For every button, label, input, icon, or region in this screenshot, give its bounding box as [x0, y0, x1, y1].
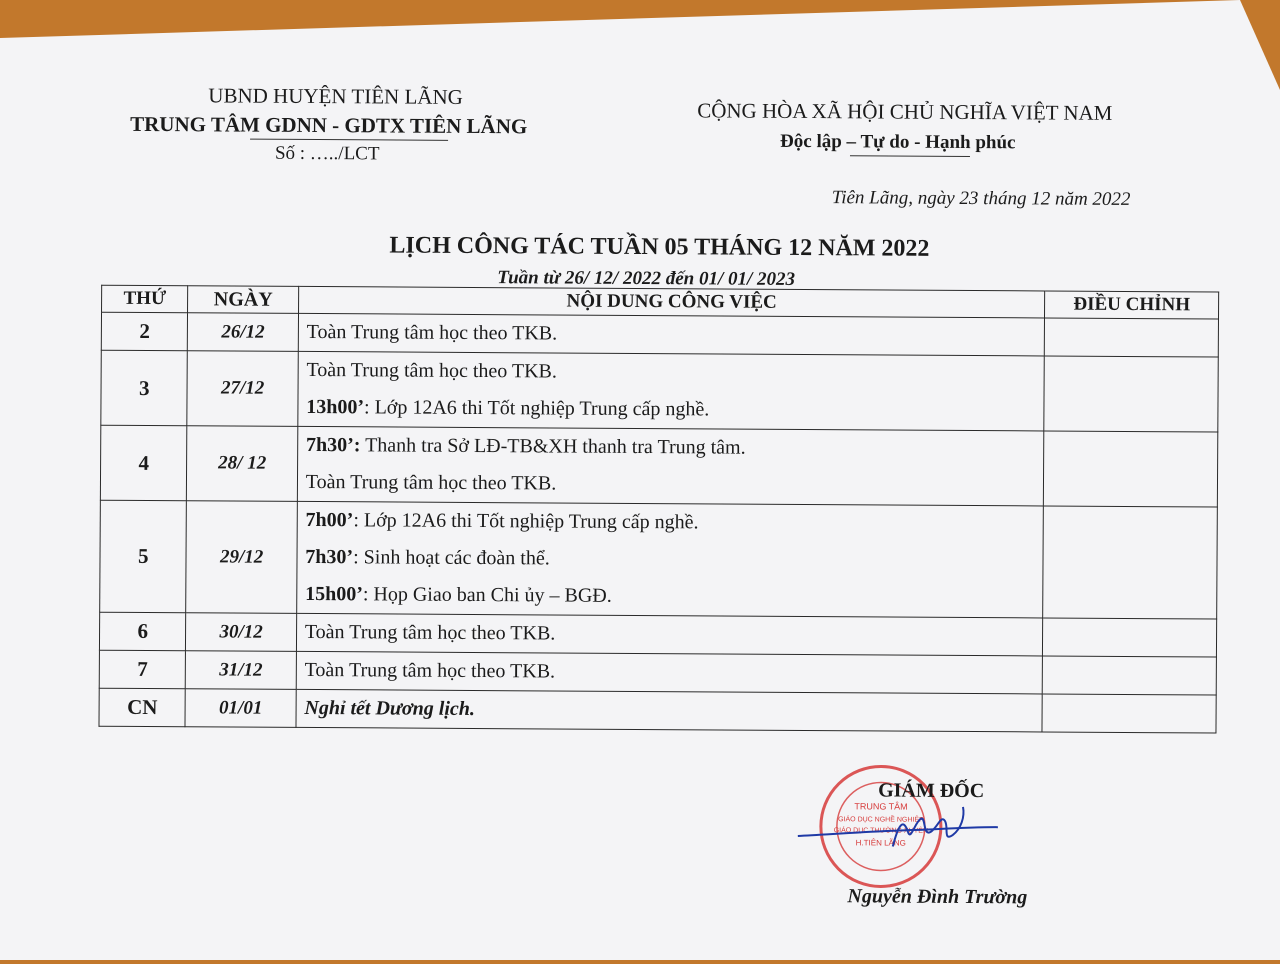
header-date: NGÀY	[188, 286, 299, 314]
motto: Độc lập – Tự do - Hạnh phúc	[780, 130, 1016, 154]
content-line	[305, 502, 1043, 544]
content-line	[306, 389, 1044, 431]
task-text: Toàn Trung tâm học theo TKB.	[304, 620, 556, 645]
row-date: 30/12	[186, 613, 297, 652]
row-date: 28/ 12	[187, 426, 298, 502]
row-day: 4	[100, 425, 187, 501]
content-line	[304, 690, 1042, 732]
time-label: 13h00’	[306, 395, 365, 419]
row-date: 01/01	[185, 689, 296, 728]
document-title: LỊCH CÔNG TÁC TUẦN 05 THÁNG 12 NĂM 2022	[389, 232, 930, 262]
row-date: 27/12	[187, 351, 298, 427]
content-line	[306, 464, 1044, 506]
row-day: 6	[99, 612, 186, 651]
schedule-table	[98, 285, 1219, 734]
row-content	[296, 651, 1043, 694]
motto-underline	[850, 155, 970, 157]
director-name: Nguyễn Đình Trường	[847, 885, 1028, 909]
row-adjust	[1044, 356, 1218, 432]
table-row	[99, 688, 1216, 733]
row-content	[296, 613, 1043, 656]
row-day: 2	[101, 312, 188, 351]
task-text: : Họp Giao ban Chi ủy – BGĐ.	[362, 583, 612, 607]
row-content	[298, 351, 1045, 431]
time-label: 7h30’	[305, 545, 354, 569]
content-line	[305, 614, 1043, 656]
task-text: : Sinh hoạt các đoàn thể.	[353, 546, 550, 570]
row-day: 3	[101, 350, 188, 426]
row-content	[296, 501, 1043, 618]
document-subtitle: Tuần từ 26/ 12/ 2022 đến 01/ 01/ 2023	[497, 267, 796, 290]
header-adjust: ĐIỀU CHỈNH	[1045, 291, 1219, 319]
row-adjust	[1043, 618, 1217, 657]
handwritten-signature	[793, 796, 1003, 857]
row-adjust	[1043, 506, 1217, 619]
task-text: Toàn Trung tâm học theo TKB.	[306, 358, 557, 383]
task-text: : Lớp 12A6 thi Tốt nghiệp Trung cấp nghề.	[353, 509, 699, 534]
svg-text:GIÁO DỤC THƯỜNG XUYÊN: GIÁO DỤC THƯỜNG XUYÊN	[833, 827, 929, 835]
row-day: 7	[99, 650, 186, 689]
row-adjust	[1043, 656, 1217, 695]
schedule-body	[99, 312, 1219, 733]
table-row	[101, 350, 1218, 432]
director-title: GIÁM ĐỐC	[878, 779, 985, 803]
table-row	[100, 500, 1218, 619]
task-text: Toàn Trung tâm học theo TKB.	[304, 658, 556, 683]
row-content	[297, 426, 1044, 506]
time-label: 15h00’	[305, 582, 363, 606]
svg-text:GIÁO DỤC NGHỀ NGHIỆP: GIÁO DỤC NGHỀ NGHIỆP	[838, 816, 924, 824]
row-date: 31/12	[186, 651, 297, 690]
row-adjust	[1044, 431, 1218, 507]
svg-text:TRUNG TÂM: TRUNG TÂM	[854, 801, 908, 812]
row-content	[296, 689, 1043, 732]
time-label: 7h00’	[305, 508, 354, 532]
org-name: TRUNG TÂM GDNN - GDTX TIÊN LÃNG	[130, 111, 528, 139]
row-adjust	[1045, 318, 1219, 357]
content-line	[305, 652, 1043, 694]
svg-text:H.TIÊN LÃNG: H.TIÊN LÃNG	[855, 838, 906, 848]
row-day: 5	[100, 500, 187, 613]
content-line	[305, 539, 1043, 581]
row-date: 29/12	[186, 501, 297, 614]
row-day: CN	[99, 688, 186, 727]
content-line	[306, 352, 1044, 394]
task-text: Nghỉ tết Dương lịch.	[304, 696, 475, 720]
content-line	[306, 427, 1044, 469]
row-content	[298, 313, 1045, 356]
task-text: Toàn Trung tâm học theo TKB.	[305, 470, 557, 495]
task-text: : Lớp 12A6 thi Tốt nghiệp Trung cấp nghề.	[363, 396, 710, 421]
place-date: Tiên Lãng, ngày 23 tháng 12 năm 2022	[831, 187, 1131, 210]
row-date: 26/12	[188, 313, 299, 352]
task-text: Toàn Trung tâm học theo TKB.	[306, 320, 558, 345]
content-line	[305, 576, 1043, 618]
table-row	[100, 425, 1217, 507]
row-adjust	[1042, 694, 1216, 733]
nation-name: CỘNG HÒA XÃ HỘI CHỦ NGHĨA VIỆT NAM	[697, 98, 1113, 125]
header-day: THỨ	[102, 285, 189, 313]
content-line	[307, 314, 1045, 356]
task-text: Thanh tra Sở LĐ-TB&XH thanh tra Trung tâm.	[360, 434, 746, 459]
doc-number: Số : …../LCT	[274, 142, 380, 165]
header-content: NỘI DUNG CÔNG VIỆC	[298, 286, 1045, 318]
org-underline	[250, 139, 448, 141]
time-label: 7h30’:	[305, 433, 361, 457]
org-parent: UBND HUYỆN TIÊN LÃNG	[208, 83, 463, 109]
